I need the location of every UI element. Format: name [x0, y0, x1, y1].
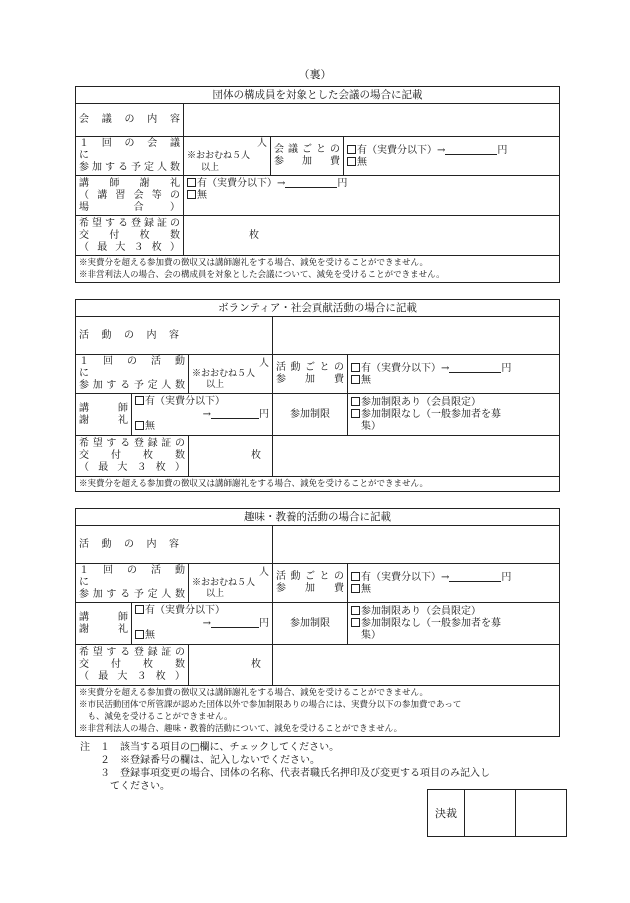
fee-no-checkbox[interactable]: [347, 157, 356, 166]
cert-label: 希望する登録証の 交 付 枚 数 （最大３枚）: [76, 216, 184, 256]
fee-options: 有（実費分以下）→ 円 無: [348, 564, 560, 603]
page-title: （裏）: [298, 68, 332, 81]
fee-label: 活動ごとの 参 加 費: [273, 564, 348, 603]
fee-yes-checkbox[interactable]: [347, 145, 356, 154]
activity-content-field[interactable]: [273, 526, 560, 564]
persons-field[interactable]: 人 ※おおむね５人 以上: [184, 137, 271, 176]
lecturer-options: 有（実費分以下） → 円 無: [132, 603, 273, 645]
cert-row: [76, 436, 273, 477]
lecturer-no-checkbox[interactable]: [135, 421, 144, 430]
fee-yes-checkbox[interactable]: [351, 572, 360, 581]
lecturer-yes-checkbox[interactable]: [187, 178, 196, 187]
footnote: てください。: [80, 781, 170, 792]
lecturer-options: 有（実費分以下） → 円 無: [132, 394, 273, 436]
persons-row: [76, 355, 273, 394]
fee-options: 有（実費分以下）→ 円 無: [348, 355, 560, 394]
footnotes: [80, 741, 570, 793]
approval-label: 決裁: [428, 790, 465, 837]
fee-no-checkbox[interactable]: [351, 584, 360, 593]
cert-count-field[interactable]: 枚: [184, 216, 560, 256]
lecturer-options: 有（実費分以下）→ 円 無: [184, 176, 560, 216]
limit-yes-checkbox[interactable]: [351, 606, 360, 615]
lecturer-yes-checkbox[interactable]: [135, 605, 144, 614]
persons-label: １ 回 の 会 議 に 参加する予定人数: [76, 137, 184, 176]
lecturer-label: 講 師 謝 礼: [76, 394, 132, 436]
lecturer-no-checkbox[interactable]: [135, 630, 144, 639]
persons-label: １ 回 の 活 動 に 参加する予定人数: [76, 564, 189, 602]
section-notes: ※実費分を超える参加費の徴収又は講師謝礼をする場合、減免を受けることができません。 ※非営利法人の場合、会の構成員を対象とした会議について、減免を受けることができません。: [76, 256, 560, 283]
section-header: 趣味・教養的活動の場合に記載: [76, 509, 560, 526]
lecturer-label: 講 師 謝 礼 （講習会等の 場 合 ）: [76, 176, 184, 216]
content-label: 会 議 の 内 容: [76, 104, 184, 137]
limit-label: 参加制限: [273, 394, 348, 436]
lecturer-label: 講 師 謝 礼: [76, 603, 132, 645]
limit-options: 参加制限あり（会員限定） 参加制限なし（一般参加者を募 集）: [348, 603, 560, 645]
fee-label: 会議ごとの 参 加 費: [271, 137, 344, 176]
approval-stamp-field[interactable]: [465, 790, 516, 837]
lecturer-yes-checkbox[interactable]: [135, 396, 144, 405]
limit-no-checkbox[interactable]: [351, 618, 360, 627]
limit-yes-checkbox[interactable]: [351, 397, 360, 406]
fee-yes-checkbox[interactable]: [351, 363, 360, 372]
persons-row: [76, 564, 273, 603]
fee-label: 活動ごとの 参 加 費: [273, 355, 348, 394]
cert-label: 希望する登録証の 交 付 枚 数 （最大３枚）: [76, 645, 189, 685]
meeting-content-field[interactable]: [184, 104, 560, 137]
cert-count-field[interactable]: 枚: [251, 659, 261, 670]
cert-count-field[interactable]: 枚: [251, 450, 261, 461]
section-header: 団体の構成員を対象とした会議の場合に記載: [76, 87, 560, 104]
footnote: ２ ※登録番号の欄は、記入しないでください。: [80, 755, 320, 766]
limit-label: 参加制限: [273, 603, 348, 645]
section-notes: ※実費分を超える参加費の徴収又は講師謝礼をする場合、減免を受けることができません。 ※市民活動団体で所管課が認めた団体以外で参加制限ありの場合には、実費分以下の参加費であって も、減免を受けることができません。 ※非営利法人の場合、趣味・教養的活動について、減免を受けることができません。: [76, 686, 560, 737]
fee-options: 有（実費分以下）→ 円 無: [344, 137, 560, 176]
limit-no-checkbox[interactable]: [351, 409, 360, 418]
cert-row: [76, 645, 273, 686]
meeting-section: [75, 86, 560, 283]
section-notes: ※実費分を超える参加費の徴収又は講師謝礼をする場合、減免を受けることができません。: [76, 477, 560, 492]
activity-content-field[interactable]: [273, 317, 560, 355]
approval-box: [427, 789, 567, 837]
footnote: 注 １ 該当する項目の□欄に、チェックしてください。: [80, 742, 340, 753]
persons-field[interactable]: 人 ※おおむね５人 以上: [192, 566, 269, 599]
content-label: 活 動 の 内 容: [76, 526, 273, 564]
cert-spacer: [273, 436, 560, 477]
limit-options: 参加制限あり（会員限定） 参加制限なし（一般参加者を募 集）: [348, 394, 560, 436]
lecturer-no-checkbox[interactable]: [187, 190, 196, 199]
fee-no-checkbox[interactable]: [351, 375, 360, 384]
volunteer-section: [75, 299, 560, 492]
section-header: ボランティア・社会貢献活動の場合に記載: [76, 300, 560, 317]
footnote: ３ 登録事項変更の場合、団体の名称、代表者職氏名押印及び変更する項目のみ記入し: [80, 768, 490, 779]
cert-label: 希望する登録証の 交 付 枚 数 （最大３枚）: [76, 436, 189, 476]
persons-field[interactable]: 人 ※おおむね５人 以上: [192, 357, 269, 390]
persons-label: １ 回 の 活 動 に 参加する予定人数: [76, 355, 189, 393]
approval-stamp-field[interactable]: [516, 790, 567, 837]
content-label: 活 動 の 内 容: [76, 317, 273, 355]
cert-spacer: [273, 645, 560, 686]
hobby-section: [75, 508, 560, 737]
